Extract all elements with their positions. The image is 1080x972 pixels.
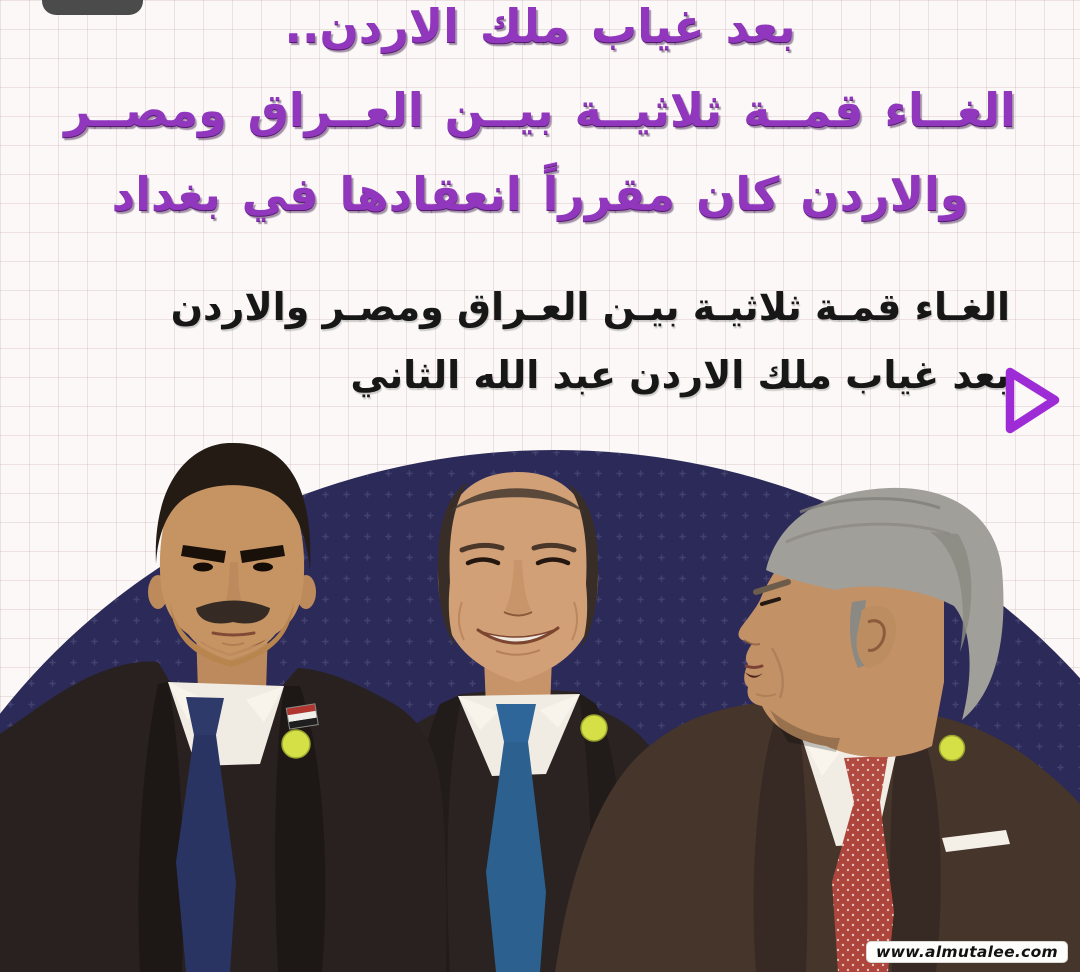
headline-block: [0, 0, 1080, 236]
headline-line-1: بعد غياب ملك الاردن..: [284, 0, 796, 53]
summit-badge-icon: [581, 715, 607, 741]
play-button[interactable]: [998, 362, 1068, 442]
subheadline-line-1: الغـاء قمـة ثلاثيـة بيـن العـراق ومصـر والاردن: [170, 285, 1010, 329]
subheadline-block: [0, 273, 1080, 409]
watermark-text: www.almutalee.com: [876, 943, 1058, 961]
watermark: [866, 941, 1068, 963]
summit-badge-icon: [940, 736, 965, 761]
leaders-photo: [0, 442, 1080, 972]
headline-line-2: الغــاء قمــة ثلاثيــة بيــن العــراق ومصــر: [64, 83, 1016, 137]
subheadline-line-2: بعد غياب ملك الاردن عبد الله الثاني: [350, 353, 1010, 397]
summit-badge-icon: [282, 730, 310, 758]
play-icon: [998, 362, 1068, 442]
headline-line-3: والاردن كان مقرراً انعقادها في بغداد: [111, 167, 969, 221]
iraq-flag-pin-icon: [286, 704, 318, 729]
